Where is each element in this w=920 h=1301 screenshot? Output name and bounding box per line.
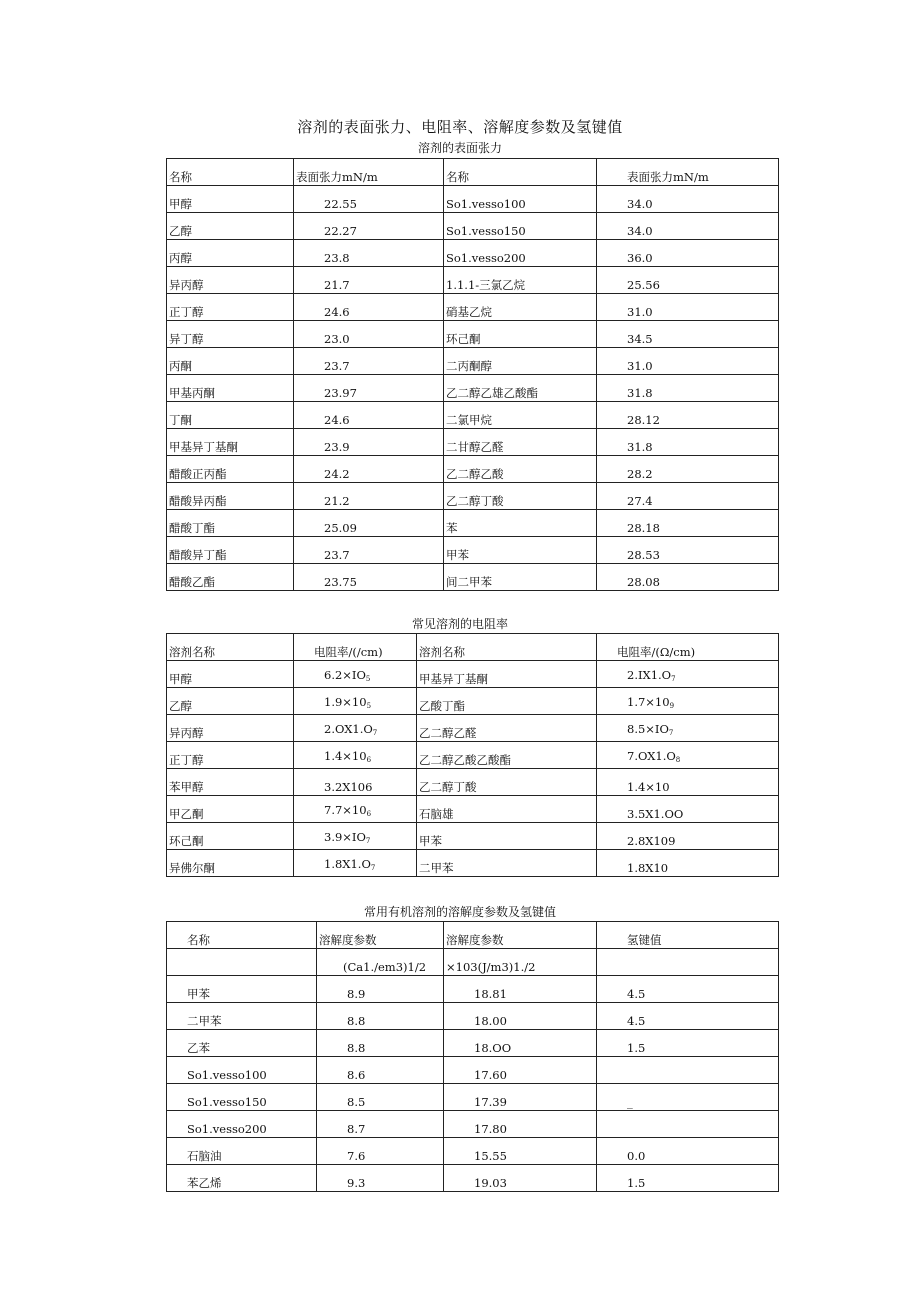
solubility-caption: 常用有机溶剂的溶解度参数及氢键值 [363,905,556,919]
table-cell: 24.6 [294,402,444,429]
table-cell: 1.1.1-三氯乙烷 [444,267,597,294]
table-cell [597,850,779,877]
table-row [167,1111,779,1138]
cell-value: 8.5×IO [627,722,669,736]
units-row [167,949,779,976]
surface-tension-caption: 溶剂的表面张力 [417,141,502,155]
table-cell: 22.27 [294,213,444,240]
cell-value: 甲苯 [419,834,442,848]
table-cell: 25.56 [597,267,779,294]
table-cell: 23.8 [294,240,444,267]
cell-value: 异佛尔酮 [169,861,215,875]
resistivity-caption: 常见溶剂的电阻率 [411,617,508,631]
table-cell: 丙酮 [167,348,294,375]
table-row [167,321,779,348]
table-cell: 36.0 [597,240,779,267]
table-cell: 17.80 [444,1111,597,1138]
table-cell: 异丙醇 [167,267,294,294]
table-header-row [167,634,779,661]
table-cell: 31.0 [597,348,779,375]
table-row [167,1003,779,1030]
table-cell: 17.60 [444,1057,597,1084]
table-row [167,742,779,769]
table-cell: 4.5 [597,1003,779,1030]
table-row [167,456,779,483]
table-cell: 8.8 [317,1030,444,1057]
cell-value: 环己酮 [169,834,204,848]
table-cell: 0.0 [597,1138,779,1165]
exponent-subscript: 9 [669,702,675,710]
surface-tension-table [166,158,779,591]
table-cell [167,688,294,715]
table-cell: 31.8 [597,429,779,456]
table-cell: 15.55 [444,1138,597,1165]
table-row [167,510,779,537]
table-row [167,976,779,1003]
table-cell [417,688,597,715]
cell-value: 3.9×IO [324,830,366,844]
exponent-subscript: 7 [370,864,376,872]
table-cell: 二丙酮醇 [444,348,597,375]
cell-value: 1.7×10 [627,695,670,709]
cell-value: 2.8X109 [627,834,676,848]
table-cell: 乙醇 [167,213,294,240]
table-cell: 苯乙烯 [167,1165,317,1192]
table-cell [167,715,294,742]
table-row [167,483,779,510]
cell-value: 2.IX1.O [627,668,672,682]
cell-value: 3.5X1.OO [627,807,684,821]
table-cell [597,688,779,715]
table-cell: 28.2 [597,456,779,483]
table-cell: 31.0 [597,294,779,321]
table-cell: So1.vesso150 [167,1084,317,1111]
table-cell: So1.vesso200 [444,240,597,267]
table-cell [417,796,597,823]
table-cell: 醋酸正丙酯 [167,456,294,483]
table-cell: 21.7 [294,267,444,294]
cell-value: 石脑雄 [419,807,454,821]
table-cell: 31.8 [597,375,779,402]
column-header: 溶解度参数 [444,922,597,949]
table-cell: 18.81 [444,976,597,1003]
table-row [167,823,779,850]
table-row [167,715,779,742]
table-cell: 28.12 [597,402,779,429]
table-cell: So1.vesso150 [444,213,597,240]
table-cell: 环己酮 [444,321,597,348]
table-cell [167,661,294,688]
cell-value: 1.8X10 [627,861,669,875]
table-row [167,348,779,375]
table-row [167,1057,779,1084]
table-cell [294,823,417,850]
unit-cell [597,949,779,976]
table-cell: 甲苯 [167,976,317,1003]
table-row [167,186,779,213]
table-cell: 25.09 [294,510,444,537]
table-cell: 乙苯 [167,1030,317,1057]
cell-value: 7.7×10 [324,803,367,817]
table-cell: So1.vesso200 [167,1111,317,1138]
cell-value: 1.4×10 [324,749,367,763]
table-cell: So1.vesso100 [444,186,597,213]
table-cell: _ [597,1084,779,1111]
table-cell: 间二甲苯 [444,564,597,591]
cell-value: 乙二醇丁酸 [419,780,477,794]
table-row [167,240,779,267]
table-cell: 4.5 [597,976,779,1003]
table-cell [597,1111,779,1138]
table-cell: 苯 [444,510,597,537]
column-header: 电阻率/(Ω/cm) [597,634,779,661]
cell-value: 1.9×10 [324,695,367,709]
exponent-subscript: 5 [366,702,372,710]
table-cell: 8.7 [317,1111,444,1138]
column-header: 名称 [167,159,294,186]
cell-value: 2.OX1.O [324,722,373,736]
column-header: 表面张力mN/m [597,159,779,186]
table-cell [294,715,417,742]
table-cell: 34.0 [597,213,779,240]
table-cell: 正丁醇 [167,294,294,321]
unit-cell: ×103(J/m3)1./2 [444,949,597,976]
table-row [167,661,779,688]
exponent-subscript: 8 [675,756,681,764]
cell-value: 3.2X106 [324,780,373,794]
unit-cell [167,949,317,976]
column-header: 溶剂名称 [417,634,597,661]
table-header-row [167,159,779,186]
table-cell: 二氯甲烷 [444,402,597,429]
table-cell: 34.5 [597,321,779,348]
table-cell [167,850,294,877]
column-header: 溶剂名称 [167,634,294,661]
cell-value: 1.4×10 [627,780,670,794]
solubility-table [166,921,779,1192]
table-cell: 异丁醇 [167,321,294,348]
table-row [167,850,779,877]
table-cell: 石脑油 [167,1138,317,1165]
table-cell: 9.3 [317,1165,444,1192]
table-row [167,1165,779,1192]
table-cell [167,823,294,850]
cell-value: 7.OX1.O [627,749,676,763]
table-cell [294,742,417,769]
page-title: 溶剂的表面张力、电阻率、溶解度参数及氢键值 [297,118,623,136]
table-cell: 醋酸丁酯 [167,510,294,537]
column-header: 电阻率/(/cm) [294,634,417,661]
table-cell [294,661,417,688]
table-cell: 23.97 [294,375,444,402]
cell-value: 异丙醇 [169,726,204,740]
table-cell: 23.7 [294,348,444,375]
table-cell: 23.0 [294,321,444,348]
table-cell: 7.6 [317,1138,444,1165]
table-cell: 8.8 [317,1003,444,1030]
table-cell [597,715,779,742]
table-cell: 二甘醇乙醛 [444,429,597,456]
table-row [167,213,779,240]
table-cell [167,769,294,796]
table-cell [167,796,294,823]
column-header: 名称 [167,922,317,949]
table-cell: 醋酸异丙酯 [167,483,294,510]
table-cell: 28.18 [597,510,779,537]
table-row [167,796,779,823]
column-header: 溶解度参数 [317,922,444,949]
table-header-row [167,922,779,949]
table-row [167,267,779,294]
table-cell: 醋酸乙酯 [167,564,294,591]
exponent-subscript: 6 [366,756,372,764]
table-cell: 23.7 [294,537,444,564]
unit-cell: (Ca1./em3)1/2 [317,949,444,976]
table-cell [597,1057,779,1084]
table-cell [597,661,779,688]
table-cell [597,742,779,769]
resistivity-table [166,633,779,877]
cell-value: 甲基异丁基酮 [419,672,488,686]
table-cell: 甲苯 [444,537,597,564]
cell-value: 6.2×IO [324,668,366,682]
table-cell [294,769,417,796]
table-row [167,429,779,456]
table-cell: 甲基丙酮 [167,375,294,402]
table-row [167,688,779,715]
table-cell: 甲基异丁基酮 [167,429,294,456]
table-cell: 二甲苯 [167,1003,317,1030]
table-cell: 17.39 [444,1084,597,1111]
table-cell: 硝基乙烷 [444,294,597,321]
table-cell [167,742,294,769]
table-cell [294,850,417,877]
exponent-subscript: 5 [365,675,371,683]
table-row [167,537,779,564]
table-cell [294,688,417,715]
cell-value: 乙二醇乙醛 [419,726,477,740]
exponent-subscript: 7 [372,729,378,737]
table-cell: 23.9 [294,429,444,456]
table-cell [597,796,779,823]
table-cell: 21.2 [294,483,444,510]
table-cell: 1.5 [597,1030,779,1057]
table-cell: 28.53 [597,537,779,564]
table-cell: 24.6 [294,294,444,321]
table-cell: 丁酮 [167,402,294,429]
table-cell: So1.vesso100 [167,1057,317,1084]
exponent-subscript: 7 [668,729,674,737]
table-cell: 28.08 [597,564,779,591]
table-cell [597,823,779,850]
table-cell: 8.5 [317,1084,444,1111]
table-cell [417,769,597,796]
table-cell [417,742,597,769]
table-cell: 18.OO [444,1030,597,1057]
table-row [167,1084,779,1111]
table-cell [597,769,779,796]
table-cell: 乙二醇乙酸 [444,456,597,483]
table-cell [417,850,597,877]
table-cell: 34.0 [597,186,779,213]
table-row [167,402,779,429]
cell-value: 乙酸丁酯 [419,699,465,713]
table-cell: 27.4 [597,483,779,510]
table-cell [417,823,597,850]
cell-value: 乙醇 [169,699,192,713]
table-cell: 22.55 [294,186,444,213]
table-cell: 丙醇 [167,240,294,267]
table-cell [417,661,597,688]
exponent-subscript: 6 [366,810,372,818]
table-cell: 乙二醇丁酸 [444,483,597,510]
table-cell: 8.9 [317,976,444,1003]
table-cell: 乙二醇乙雄乙酸酯 [444,375,597,402]
table-row [167,1138,779,1165]
table-row [167,294,779,321]
column-header: 氢键值 [597,922,779,949]
table-cell: 醋酸异丁酯 [167,537,294,564]
table-cell: 23.75 [294,564,444,591]
table-cell: 甲醇 [167,186,294,213]
cell-value: 二甲苯 [419,861,454,875]
table-cell: 1.5 [597,1165,779,1192]
exponent-subscript: 7 [365,837,371,845]
table-row [167,769,779,796]
cell-value: 甲乙酮 [169,807,204,821]
column-header: 名称 [444,159,597,186]
table-cell [417,715,597,742]
table-cell: 19.03 [444,1165,597,1192]
table-row [167,1030,779,1057]
cell-value: 正丁醇 [169,753,204,767]
table-row [167,564,779,591]
exponent-subscript: 7 [671,675,676,683]
table-cell: 24.2 [294,456,444,483]
cell-value: 1.8X1.O [324,857,371,871]
table-cell [294,796,417,823]
table-cell: 8.6 [317,1057,444,1084]
cell-value: 甲醇 [169,672,192,686]
table-row [167,375,779,402]
table-cell: 18.00 [444,1003,597,1030]
column-header: 表面张力mN/m [294,159,444,186]
cell-value: 乙二醇乙酸乙酸酯 [419,753,511,767]
cell-value: 苯甲醇 [169,780,204,794]
